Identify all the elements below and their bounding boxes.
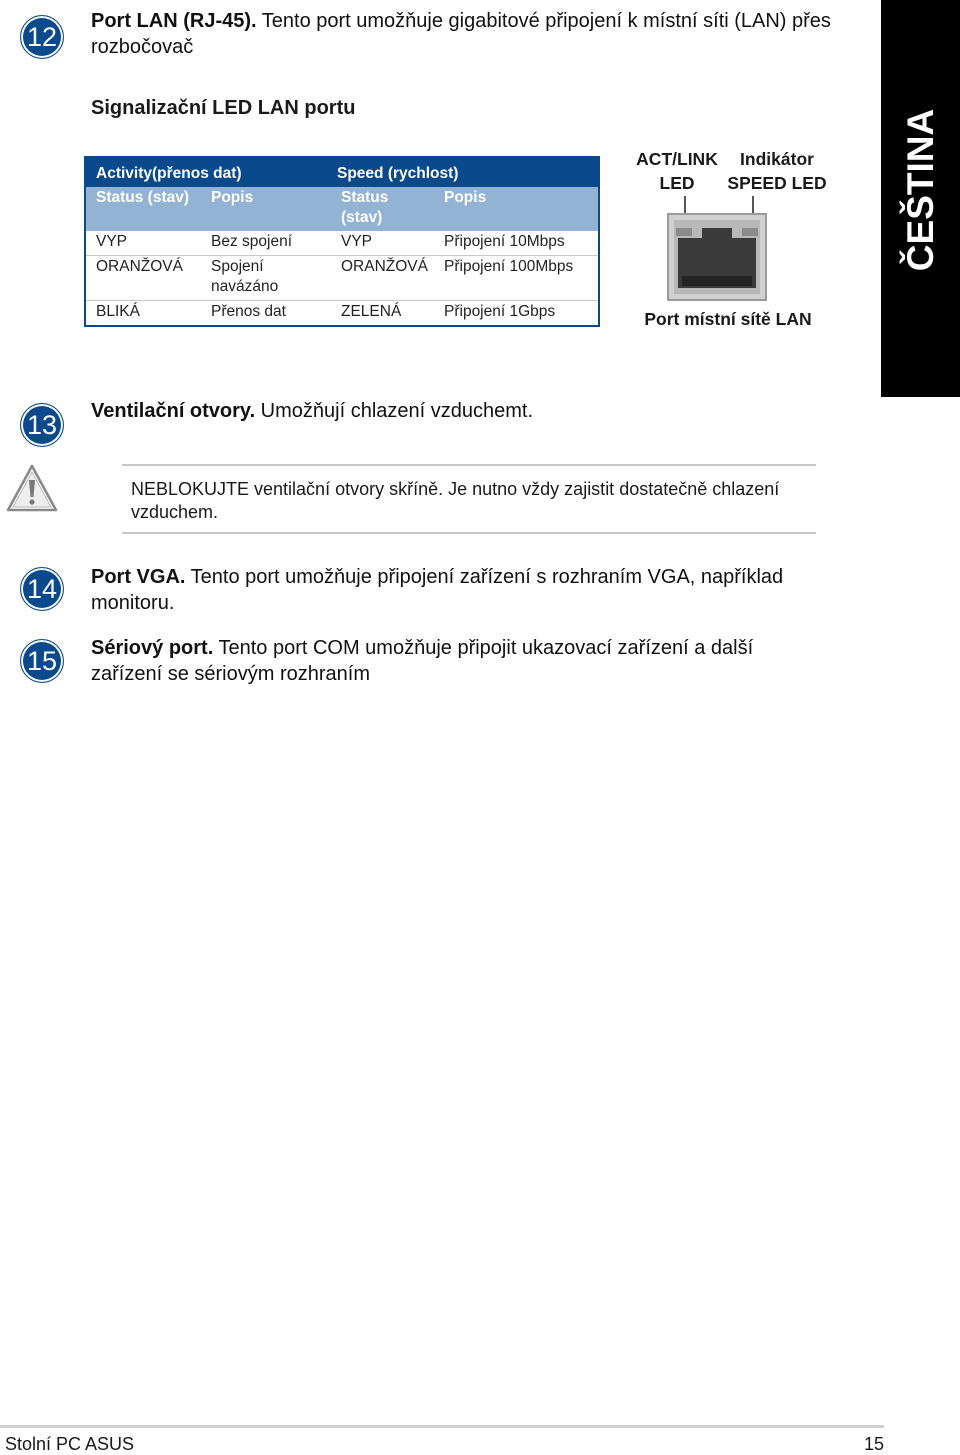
item-title: Ventilační otvory. [91,400,256,422]
language-sidebar [881,0,960,397]
group-header-speed: Speed (rychlost) [331,157,599,187]
item-body: Umožňují chlazení vzduchemt. [255,400,534,422]
column-header: Status (stav) [331,187,434,231]
table-cell: ORANŽOVÁ [331,256,434,301]
warning-icon [5,462,59,516]
table-cell: ORANŽOVÁ [85,256,201,301]
table-row [85,256,599,301]
column-header: Status (stav) [85,187,201,231]
led-section-title: Signalizační LED LAN portu [91,97,356,119]
table-column-header-row [85,187,599,231]
footer-rule [0,1425,884,1428]
table-cell: Připojení 10Mbps [444,233,565,250]
item-vga-description [91,564,811,616]
table-cell: VYP [341,233,373,250]
table-cell: Spojení navázáno [201,256,331,301]
table-row [85,301,599,327]
table-row [85,231,599,256]
item-number-badge: 12 [20,15,64,59]
table-cell: VYP [96,233,128,250]
item-title: Port LAN (RJ-45). [91,10,257,32]
column-header: Popis [201,187,331,231]
item-title: Port VGA. [91,566,186,588]
table-cell: ZELENÁ [331,301,434,327]
table-group-header-row [85,157,599,187]
table-cell: Připojení 1Gbps [434,301,599,327]
warning-text: NEBLOKUJTE ventilační otvory skříně. Je nutno vždy zajistit dostatečně chlazení vzduchem. [131,479,780,522]
item-body: Tento port umožňuje gigabitové připojení k místní síti (LAN) přes rozbočovač [91,10,831,58]
table-cell: Bez spojení [211,233,292,250]
item-number-badge: 15 [20,639,64,683]
table-cell: Připojení 100Mbps [434,256,599,301]
group-header-activity: Activity(přenos dat) [85,157,331,187]
item-lan-port-description [91,8,851,60]
speed-led-label: Indikátor SPEED LED [727,149,827,193]
lan-led-table [84,156,600,327]
lan-port-caption: Port místní sítě LAN [644,309,812,329]
act-link-led-label: ACT/LINK LED [636,149,718,193]
item-vents-description [91,398,851,424]
item-title: Sériový port. [91,637,214,659]
item-body: Tento port COM umožňuje připojit ukazovací zařízení a další zařízení se sériovým rozhraním [91,637,754,685]
table-cell: BLIKÁ [85,301,201,327]
warning-bottom-rule [122,532,816,534]
lan-port-icon [660,194,770,304]
item-number-badge: 13 [20,403,64,447]
sidebar-language-label: ČEŠTINA [900,108,941,272]
column-header: Popis [434,187,599,231]
item-number-badge: 14 [20,567,64,611]
table-cell: Přenos dat [201,301,331,327]
page-number: 15 [864,1434,885,1454]
warning-top-rule [122,464,816,466]
item-body: Tento port umožňuje připojení zařízení s rozhraním VGA, například monitoru. [91,566,784,614]
item-serial-description [91,635,791,687]
footer-product-name: Stolní PC ASUS [5,1434,135,1454]
